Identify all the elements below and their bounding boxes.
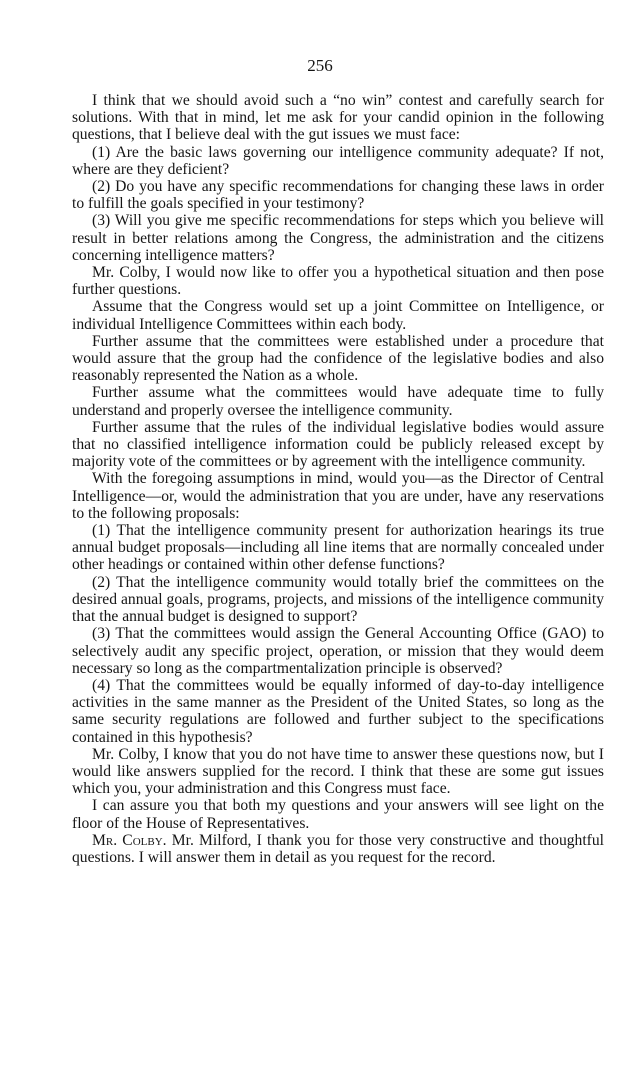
- reply-text: Mr. Milford, I thank you for those very constructive and thoughtful questions. I will answer them in detail as you request for the record.: [72, 831, 604, 866]
- proposal-1-budget: (1) That the intelligence community present for authorization hearings its true annual budget proposals—including all line items that are normally concealed under other headings or contained within other defense functions?: [72, 522, 604, 574]
- question-1-basic-laws: (1) Are the basic laws governing our intelligence community adequate? If not, where are they deficient?: [72, 143, 604, 178]
- paragraph-hypothetical: Mr. Colby, I would now like to offer you a hypothetical situation and then pose further questions.: [72, 264, 604, 299]
- question-3-relations: (3) Will you give me specific recommendations for steps which you believe will result in better relations among the Congress, the administration and the citizens concerning intelligence matters?: [72, 212, 604, 264]
- paragraph-assurance: I can assure you that both my questions and your answers will see light on the floor of the House of Representatives.: [72, 797, 604, 832]
- body-text: [72, 92, 604, 866]
- proposal-2-briefing: (2) That the intelligence community would totally brief the committees on the desired annual goals, programs, projects, and missions of the intelligence community that the annual budget is designed to support?: [72, 573, 604, 626]
- question-2-recommendations: (2) Do you have any specific recommendations for changing these laws in order to fulfill the goals specified in your testimony?: [72, 178, 604, 213]
- proposal-3-gao-audit: (3) That the committees would assign the General Accounting Office (GAO) to selectively audit any specific project, operation, or mission that they would deem necessary so long as the compartmentalization principle is observed?: [72, 625, 604, 677]
- paragraph-intro: I think that we should avoid such a “no win” contest and carefully search for solutions. With that in mind, let me ask for your candid opinion in the following questions, that I believe deal with the gut issues we must face:: [72, 92, 604, 144]
- assumption-joint-committee: Assume that the Congress would set up a joint Committee on Intelligence, or individual Intelligence Committees within each body.: [72, 298, 604, 333]
- assumption-procedure: Further assume that the committees were established under a procedure that would assure that the group had the confidence of the legislative bodies and also reasonably represented the Nation as a whole.: [72, 332, 604, 385]
- paragraph-colby-reply: [72, 832, 604, 866]
- speaker-name: Mr. Colby.: [92, 831, 167, 849]
- paragraph-reservations: With the foregoing assumptions in mind, would you—as the Director of Central Intelligence—or, would the administration that you are under, have any reservations to the following proposals:: [72, 470, 604, 522]
- paragraph-answers-for-record: Mr. Colby, I know that you do not have time to answer these questions now, but I would like answers supplied for the record. I think that these are some gut issues which you, your administration and this Congress must face.: [72, 745, 604, 798]
- page-number: 256: [307, 56, 333, 75]
- assumption-adequate-time: Further assume what the committees would have adequate time to fully understand and properly oversee the intelligence community.: [72, 384, 604, 419]
- proposal-4-informed: (4) That the committees would be equally informed of day-to-day intelligence activities in the same manner as the President of the United States, so long as the same security regulations are followed and further subject to the specifications contained in this hypothesis?: [72, 676, 604, 746]
- assumption-rules: Further assume that the rules of the individual legislative bodies would assure that no classified intelligence information could be publicly released except by majority vote of the committees or by agreement with the intelligence community.: [72, 418, 604, 471]
